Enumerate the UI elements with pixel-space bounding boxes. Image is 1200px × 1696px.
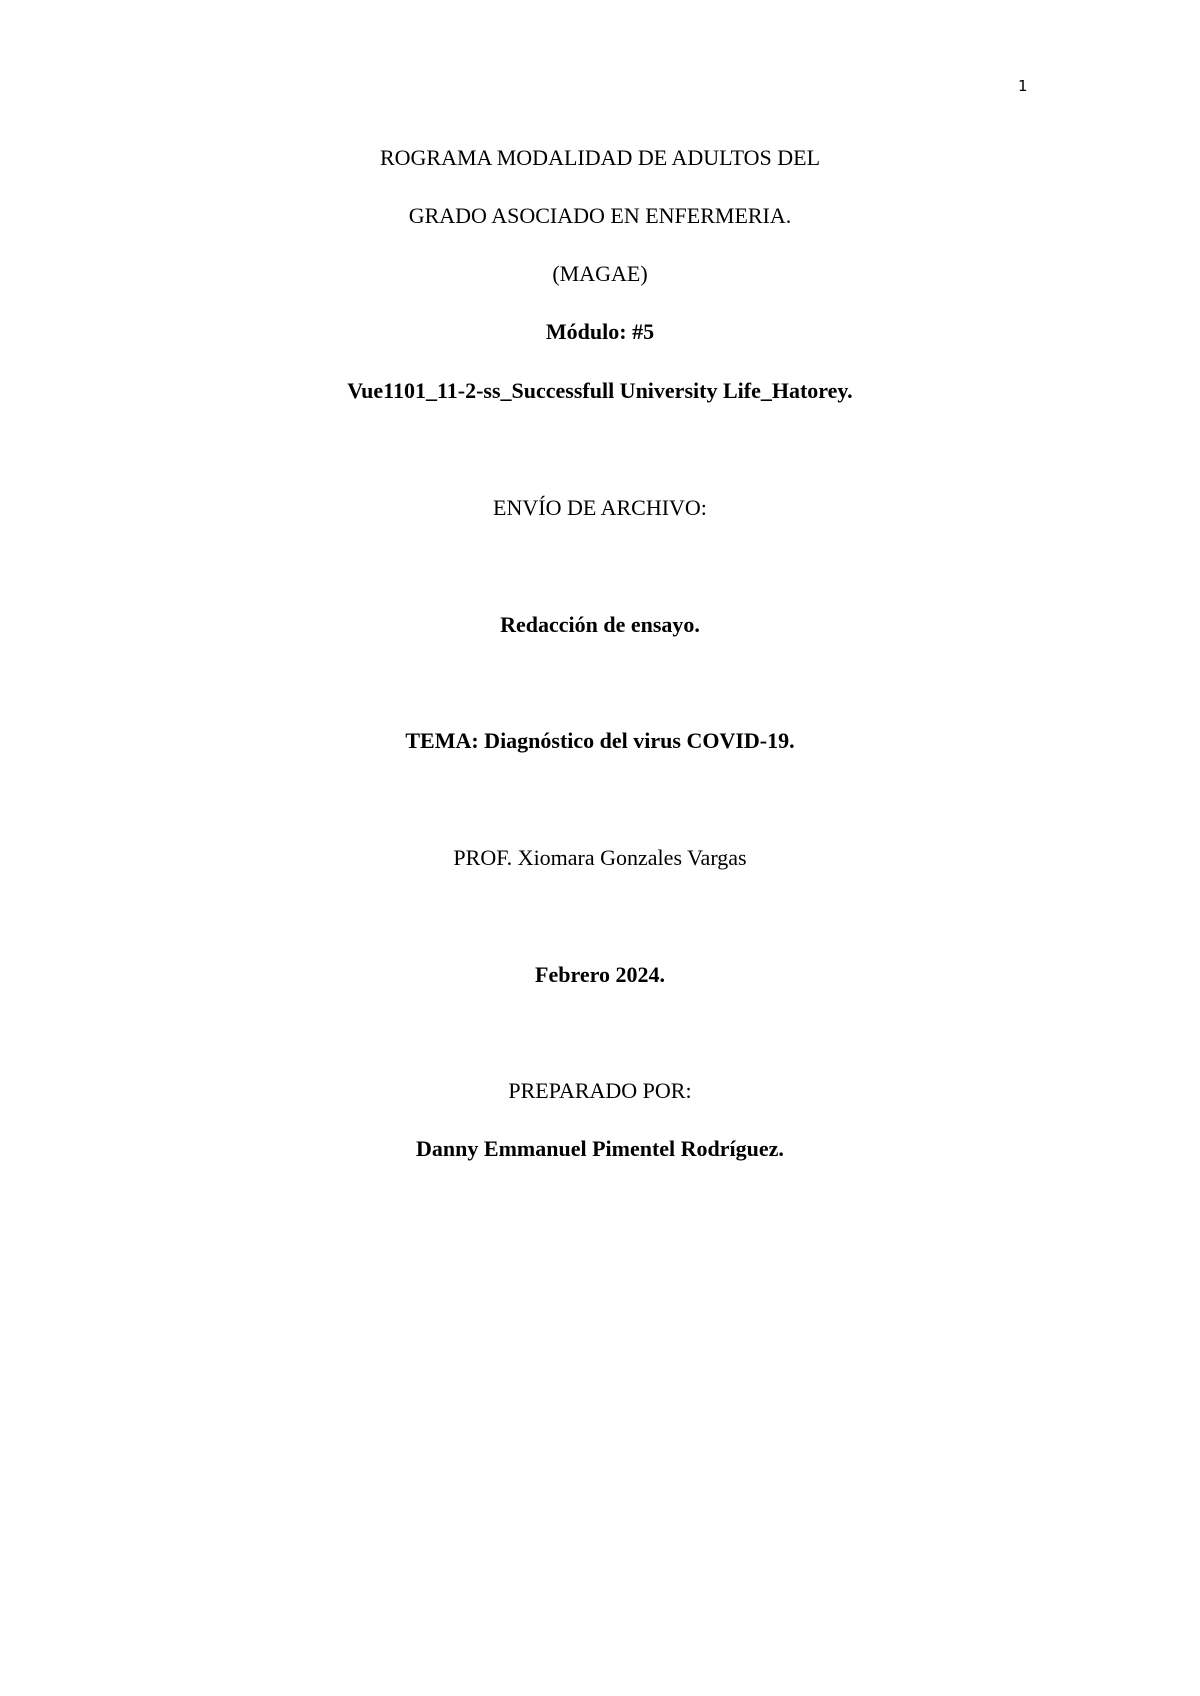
professor-name: PROF. Xiomara Gonzales Vargas [453, 845, 747, 870]
module-number: Módulo: #5 [545, 319, 655, 344]
title-line-2: GRADO ASOCIADO EN ENFERMERIA. [408, 203, 792, 228]
prepared-by-label: PREPARADO POR: [508, 1078, 692, 1103]
assignment-title: Redacción de ensayo. [500, 612, 700, 637]
author-name: Danny Emmanuel Pimentel Rodríguez. [416, 1136, 784, 1161]
program-acronym: (MAGAE) [552, 261, 648, 286]
title-line-1: ROGRAMA MODALIDAD DE ADULTOS DEL [379, 145, 821, 170]
page-number: 1 [1018, 77, 1028, 95]
submission-heading: ENVÍO DE ARCHIVO: [493, 495, 707, 520]
submission-date: Febrero 2024. [535, 962, 665, 987]
essay-topic: TEMA: Diagnóstico del virus COVID-19. [405, 728, 795, 753]
course-code: Vue1101_11-2-ss_Successfull University Life_Hatorey. [347, 378, 853, 403]
